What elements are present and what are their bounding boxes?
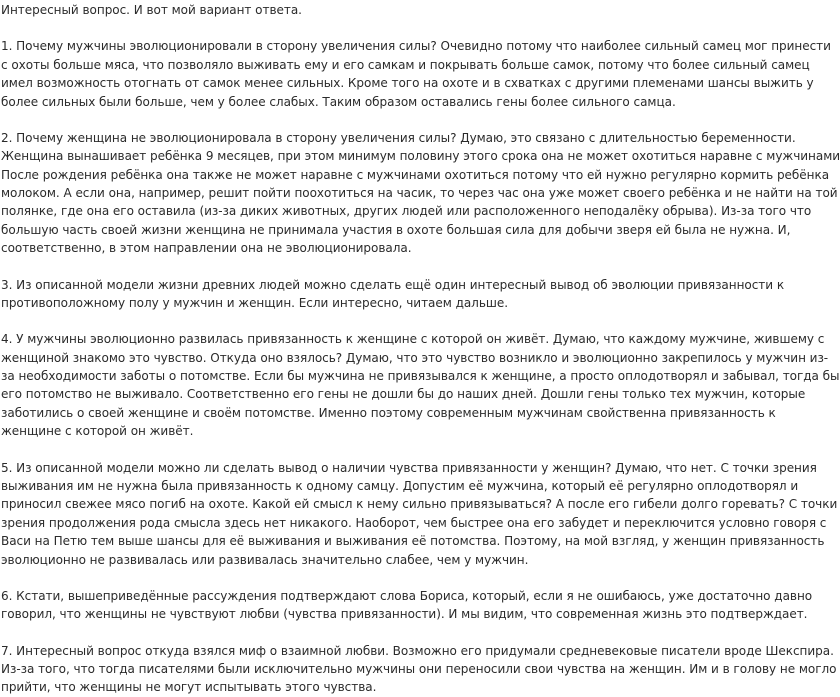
paragraph-gap	[1, 312, 698, 330]
paragraph-5	[1, 459, 838, 569]
text-line: противоположному полу у мужчин и женщин. Если интересно, читаем дальше.	[1, 295, 508, 310]
text-line: Васи на Петю тем выше шансы для её выживания и выживания её потомства. Поэтому, на мой взгляд, у женщин привязанность	[1, 534, 825, 549]
text-line: 2. Почему женщина не эволюционировала в сторону увеличения силы? Думаю, это связано с длительностью беременности.	[1, 130, 796, 145]
paragraph-gap	[1, 441, 698, 459]
text-line: соответственно, в этом направлении она не эволюционировала.	[1, 241, 412, 256]
text-line: молоком. А если она, например, решит пойти поохотиться на часик, то через час она уже может своего ребёнка и не найти на той	[1, 186, 838, 201]
paragraph-gap	[1, 19, 698, 37]
text-line: выживания им не нужна была привязанность к одному самцу. Допустим её мужчина, который её регулярно оплодотворял и	[1, 478, 799, 493]
text-line: говорил, что женщины не чувствуют любви (чувства привязанности). И мы видим, что современная жизнь это подтверждает.	[1, 607, 808, 622]
text-line: заботились о своей женщине и своём потомстве. Именно поэтому современным мужчинам свойственна привязанность к	[1, 405, 776, 420]
paragraph-gap	[1, 111, 698, 129]
text-line: эволюционно не развивалась или развивалась значительно слабее, чем у мужчин.	[1, 552, 529, 567]
text-line: 6. Кстати, вышеприведённые рассуждения подтверждают слова Бориса, который, если я не ошибаюсь, уже достаточно давно	[1, 588, 813, 603]
paragraph-6	[1, 587, 813, 624]
text-line: полянке, где она его оставила (из-за диких животных, других людей или расположенного неподалёку обрыва). Из-за того что	[1, 204, 812, 219]
text-line: 5. Из описанной модели можно ли сделать вывод о наличии чувства привязанности у женщин? Думаю, что нет. С точки зрения	[1, 460, 817, 475]
paragraph-gap	[1, 624, 698, 642]
text-line: прийти, что женщины не могут испытывать этого чувства.	[1, 680, 377, 695]
text-line: женщиной знакомо это чувство. Откуда оно взялось? Думаю, что это чувство возникло и эволюционно закрепилось у мужчин из-	[1, 350, 829, 365]
text-line: более сильных были больше, чем у более слабых. Таким образом оставались гены более сильного самца.	[1, 94, 676, 109]
text-line: приносил свежее мясо погиб на охоте. Какой ей смысл к нему сильно привязываться? А после его гибели долго горевать? С точки	[1, 497, 838, 512]
intro-paragraph	[1, 1, 698, 19]
text-line: зрения продолжения рода смысла здесь нет никакого. Наоборот, чем быстрее она его забудет и переключится условно говоря с	[1, 515, 827, 530]
text-line: 4. У мужчины эволюционно развилась привязанность к женщине с которой он живёт. Думаю, что каждому мужчине, жившему с	[1, 332, 825, 347]
text-line: После рождения ребёнка она также не может наравне с мужчинами охотиться потому что ей нужно регулярно кормить ребёнка	[1, 167, 830, 182]
text-line: Из-за того, что тогда писателями были исключительно мужчины они переносили свои чувства на женщин. Им и в голову не могло	[1, 662, 837, 677]
paragraph-gap	[1, 258, 698, 276]
text-line: женщине с которой он живёт.	[1, 424, 194, 439]
text-line: его потомство не выживало. Соответственно его гены не дошли бы до наших дней. Дошли гены только тех мужчин, которые	[1, 387, 806, 402]
paragraph-3	[1, 276, 785, 313]
paragraph-4	[1, 330, 840, 440]
text-line: с охоты больше мяса, что позволяло выживать ему и его самкам и покрывать больше самок, потому что более сильный самец	[1, 57, 810, 72]
text-line: 3. Из описанной модели жизни древних людей можно сделать ещё один интересный вывод об эволюции привязанности к	[1, 277, 785, 292]
text-line: за необходимости заботы о потомстве. Если бы мужчина не привязывался к женщине, а просто оплодотворял и забывал, тогда бы	[1, 369, 840, 384]
paragraph-1	[1, 37, 831, 111]
text-line: 1. Почему мужчины эволюционировали в сторону увеличения силы? Очевидно потому что наиболее сильный самец мог принести	[1, 39, 831, 54]
text-line: Женщина вынашивает ребёнка 9 месяцев, при этом минимум половину этого срока она не может охотиться наравне с мужчинами	[1, 149, 840, 164]
text-line: большую часть своей жизни женщина не принимала участия в охоте большая сила для добычи зверя ей была не нужна. И,	[1, 222, 791, 237]
paragraph-7	[1, 642, 837, 697]
paragraph-gap	[1, 569, 698, 587]
text-line: имел возможность отогнать от самок менее сильных. Кроме того на охоте и в схватках с другими племенами шансы выжить у	[1, 76, 814, 91]
text-line: 7. Интересный вопрос откуда взялся миф о взаимной любви. Возможно его придумали средневековые писатели вроде Шекспира.	[1, 643, 834, 658]
intro-text: Интересный вопрос. И вот мой вариант ответа.	[1, 3, 302, 17]
paragraph-2	[1, 129, 840, 258]
